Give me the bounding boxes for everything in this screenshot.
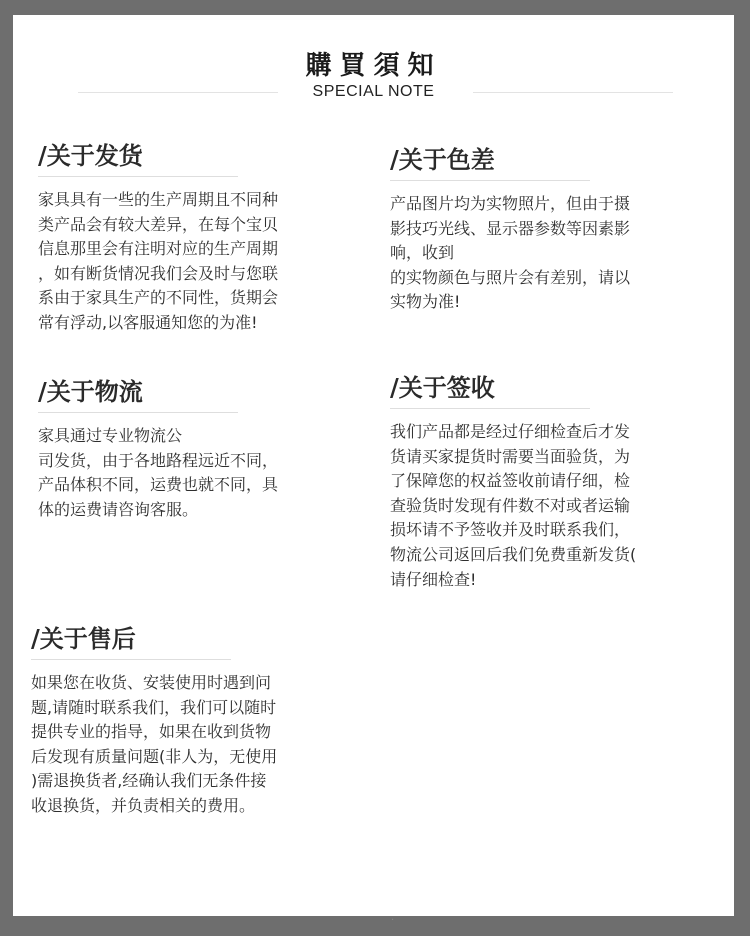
section-logistics: [38, 377, 338, 522]
section-text: 家具具有一些的生产周期且不同种 类产品会有较大差异，在每个宝贝 信息那里会有注明对应的生产周期 ，如有断货情况我们会及时与您联 系由于家具生产的不同性，货期会 常有浮动,以客服通知您的为准!: [38, 190, 279, 332]
section-divider: [38, 412, 238, 413]
section-after-sales: [31, 624, 341, 819]
section-text: 产品图片均为实物照片，但由于摄 影技巧光线、显示器参数等因素影 响，收到 的实物颜色与照片会有差别，请以 实物为准!: [390, 194, 631, 312]
page-title: 購買須知: [305, 51, 442, 81]
section-text: 家具通过专业物流公 司发货，由于各地路程远近不同， 产品体积不同，运费也就不同，具 体的运费请咨询客服。: [38, 426, 279, 519]
section-title: /关于发货: [38, 141, 143, 170]
section-title: /关于色差: [390, 145, 495, 174]
section-shipping: [38, 141, 338, 336]
footer-mark: .: [391, 912, 395, 923]
page-subtitle: SPECIAL NOTE: [312, 83, 435, 100]
section-title: /关于签收: [390, 373, 495, 402]
notice-panel: [13, 15, 734, 923]
section-text: 如果您在收货、安装使用时遇到问 题,请随时联系我们，我们可以随时 提供专业的指导，如果在收到货物 后发现有质量问题(非人为，无使用 )需退换货者,经确认我们无条件接 收退换货，并负责相关的费用。: [31, 673, 278, 815]
section-title: /关于售后: [31, 624, 136, 653]
section-text: 我们产品都是经过仔细检查后才发 货请买家提货时需要当面验货，为 了保障您的权益签收前请仔细，检 查验货时发现有件数不对或者运输 损坏请不予签收并及时联系我们， 物流公司返回后我们免费重新发货( 请仔细检查!: [390, 422, 637, 589]
section-divider: [390, 180, 590, 181]
section-divider: [390, 408, 590, 409]
section-divider: [31, 659, 231, 660]
section-title: /关于物流: [38, 377, 143, 406]
section-divider: [38, 176, 238, 177]
section-receipt: [390, 373, 700, 592]
section-color-difference: [390, 145, 700, 315]
header-divider-right: [473, 92, 673, 93]
